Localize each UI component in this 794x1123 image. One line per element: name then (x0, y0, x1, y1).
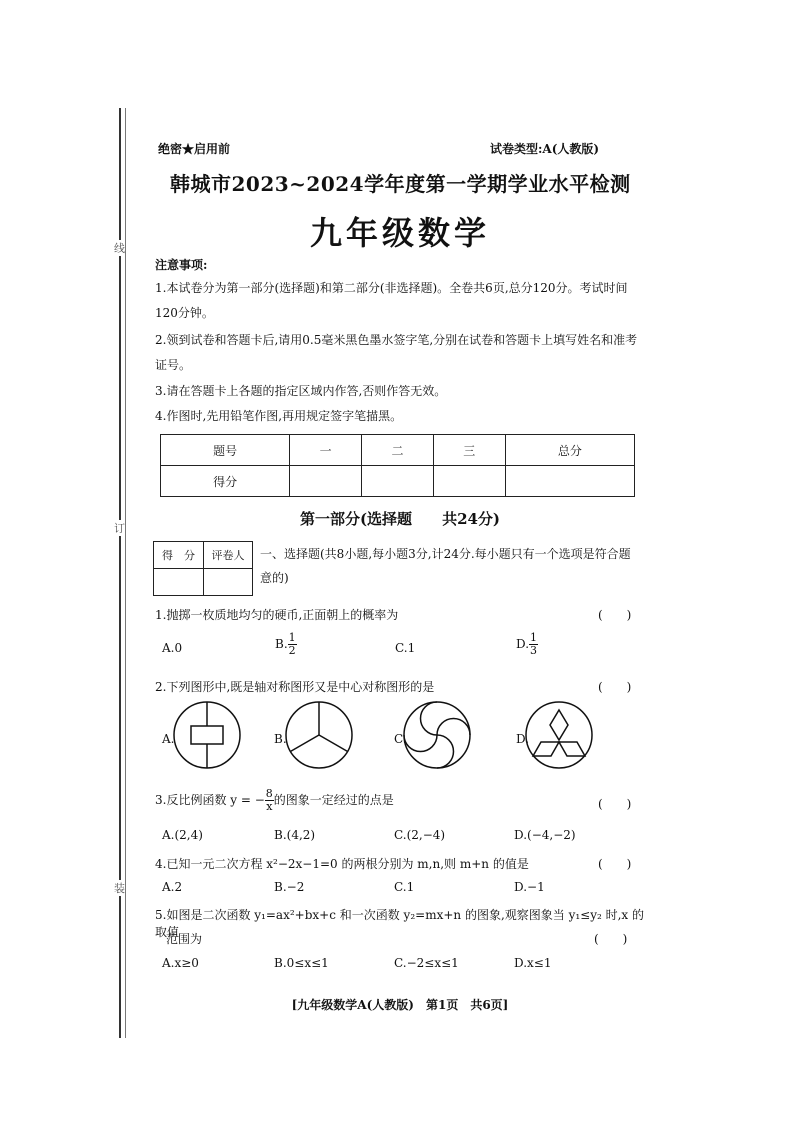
binding-mark-install: 装 (114, 882, 125, 895)
note-item-1: 1.本试卷分为第一部分(选择题)和第二部分(非选择题)。全卷共6页,总分120分。考试时间120分钟。 (155, 281, 628, 320)
paper-type-label: 试卷类型:A(人教版) (490, 142, 600, 156)
q2-option-b: B. (274, 732, 287, 746)
answer-paren: ( ) (594, 932, 628, 946)
q3-fraction (265, 788, 274, 813)
q3-option-a: A.(2,4) (162, 828, 203, 842)
score-table-header: 一 (290, 435, 362, 466)
q2-figure-b (284, 700, 354, 770)
answer-paren: ( ) (598, 608, 632, 622)
q1-option-b-prefix: B. (275, 637, 288, 652)
score-table-header: 总分 (505, 435, 634, 466)
part1-title (150, 508, 650, 529)
q4-option-d: D.−1 (514, 880, 545, 894)
score-cell[interactable] (433, 466, 505, 497)
score-table-header: 题号 (161, 435, 290, 466)
q1-option-c: C.1 (395, 641, 416, 655)
q4-option-a: A.2 (162, 880, 183, 894)
subject-title: 九年级数学 (309, 214, 490, 252)
q3-stem-post: 的图象一定经过的点是 (273, 793, 394, 808)
q4-stem: 4.已知一元二次方程 x²−2x−1=0 的两根分别为 m,n,则 m+n 的值是 (155, 857, 529, 871)
q5-stem-line2: 范围为 (166, 932, 203, 946)
binding-mark-order: 订 (114, 522, 125, 535)
q3-option-d: D.(−4,−2) (514, 828, 576, 842)
grader-name-cell[interactable] (204, 569, 253, 596)
q3-stem-pre: 3.反比例函数 y = − (155, 793, 265, 808)
q5-option-b: B.0≤x≤1 (274, 956, 329, 970)
score-cell[interactable] (362, 466, 434, 497)
q3-stem (155, 788, 394, 813)
q1-option-d (516, 632, 538, 657)
q2-option-c: C. (394, 732, 407, 746)
q5-option-d: D.x≤1 (514, 956, 552, 970)
answer-paren: ( ) (598, 680, 632, 694)
score-table-header: 二 (362, 435, 434, 466)
fraction-numerator: 1 (530, 631, 538, 644)
part1-title-left: 第一部分(选择题 (299, 510, 413, 528)
answer-paren: ( ) (598, 857, 632, 871)
q3-option-b: B.(4,2) (274, 828, 316, 842)
score-cell[interactable] (505, 466, 634, 497)
note-item-2: 2.领到试卷和答题卡后,请用0.5毫米黑色墨水签字笔,分别在试卷和答题卡上填写姓名和准考证号。 (155, 333, 638, 372)
fraction-denominator: 2 (288, 644, 296, 658)
score-table-header: 三 (433, 435, 505, 466)
page-footer: [九年级数学A(人教版) 第1页 共6页] (291, 998, 509, 1012)
grader-score-label: 得 分 (154, 542, 204, 569)
q5-stem-line1: 5.如图是二次函数 y₁=ax²+bx+c 和一次函数 y₂=mx+n 的图象,观察图象当 y₁≤y₂ 时,x 的取值 (155, 908, 645, 939)
grader-label: 评卷人 (204, 542, 253, 569)
q4-option-c: C.1 (394, 880, 415, 894)
notes-heading: 注意事项: (155, 258, 208, 272)
fraction-denominator: 3 (530, 644, 538, 658)
q2-figure-d (524, 700, 594, 770)
score-cell[interactable] (290, 466, 362, 497)
q2-option-a: A. (162, 732, 175, 746)
q5-option-c: C.−2≤x≤1 (394, 956, 459, 970)
q1-option-d-prefix: D. (516, 637, 530, 652)
grader-score-cell[interactable] (154, 569, 204, 596)
fraction-numerator: 1 (288, 631, 296, 644)
score-row-label: 得分 (161, 466, 290, 497)
answer-paren: ( ) (598, 797, 632, 811)
fraction-denominator: x (266, 800, 273, 814)
note-item-4: 4.作图时,先用铅笔作图,再用规定签字笔描黑。 (155, 409, 403, 423)
q1-option-b-fraction (288, 632, 297, 657)
score-table (160, 434, 635, 497)
binding-mark-line: 线 (114, 242, 125, 255)
q4-option-b: B.−2 (274, 880, 305, 894)
fraction-numerator: 8 (265, 787, 273, 800)
confidential-label: 绝密★启用前 (158, 142, 231, 156)
q1-option-b (275, 632, 297, 657)
q2-stem: 2.下列图形中,既是轴对称图形又是中心对称图形的是 (155, 680, 435, 694)
q1-option-a: A.0 (162, 641, 183, 655)
exam-title: 韩城市2023~2024学年度第一学期学业水平检测 (170, 172, 631, 196)
q2-option-d: D. (516, 732, 530, 746)
part1-title-right: 共24分) (442, 510, 501, 528)
q1-option-d-fraction (529, 632, 538, 657)
q1-stem: 1.抛掷一枚质地均匀的硬币,正面朝上的概率为 (155, 608, 399, 622)
q3-option-c: C.(2,−4) (394, 828, 446, 842)
note-item-3: 3.请在答题卡上各题的指定区域内作答,否则作答无效。 (155, 384, 447, 398)
q2-figure-c (402, 700, 472, 770)
q2-figure-a (172, 700, 242, 770)
section1-intro: 一、选择题(共8小题,每小题3分,计24分.每小题只有一个选项是符合题意的) (260, 547, 631, 585)
q5-option-a: A.x≥0 (162, 956, 199, 970)
grader-table (153, 541, 253, 596)
